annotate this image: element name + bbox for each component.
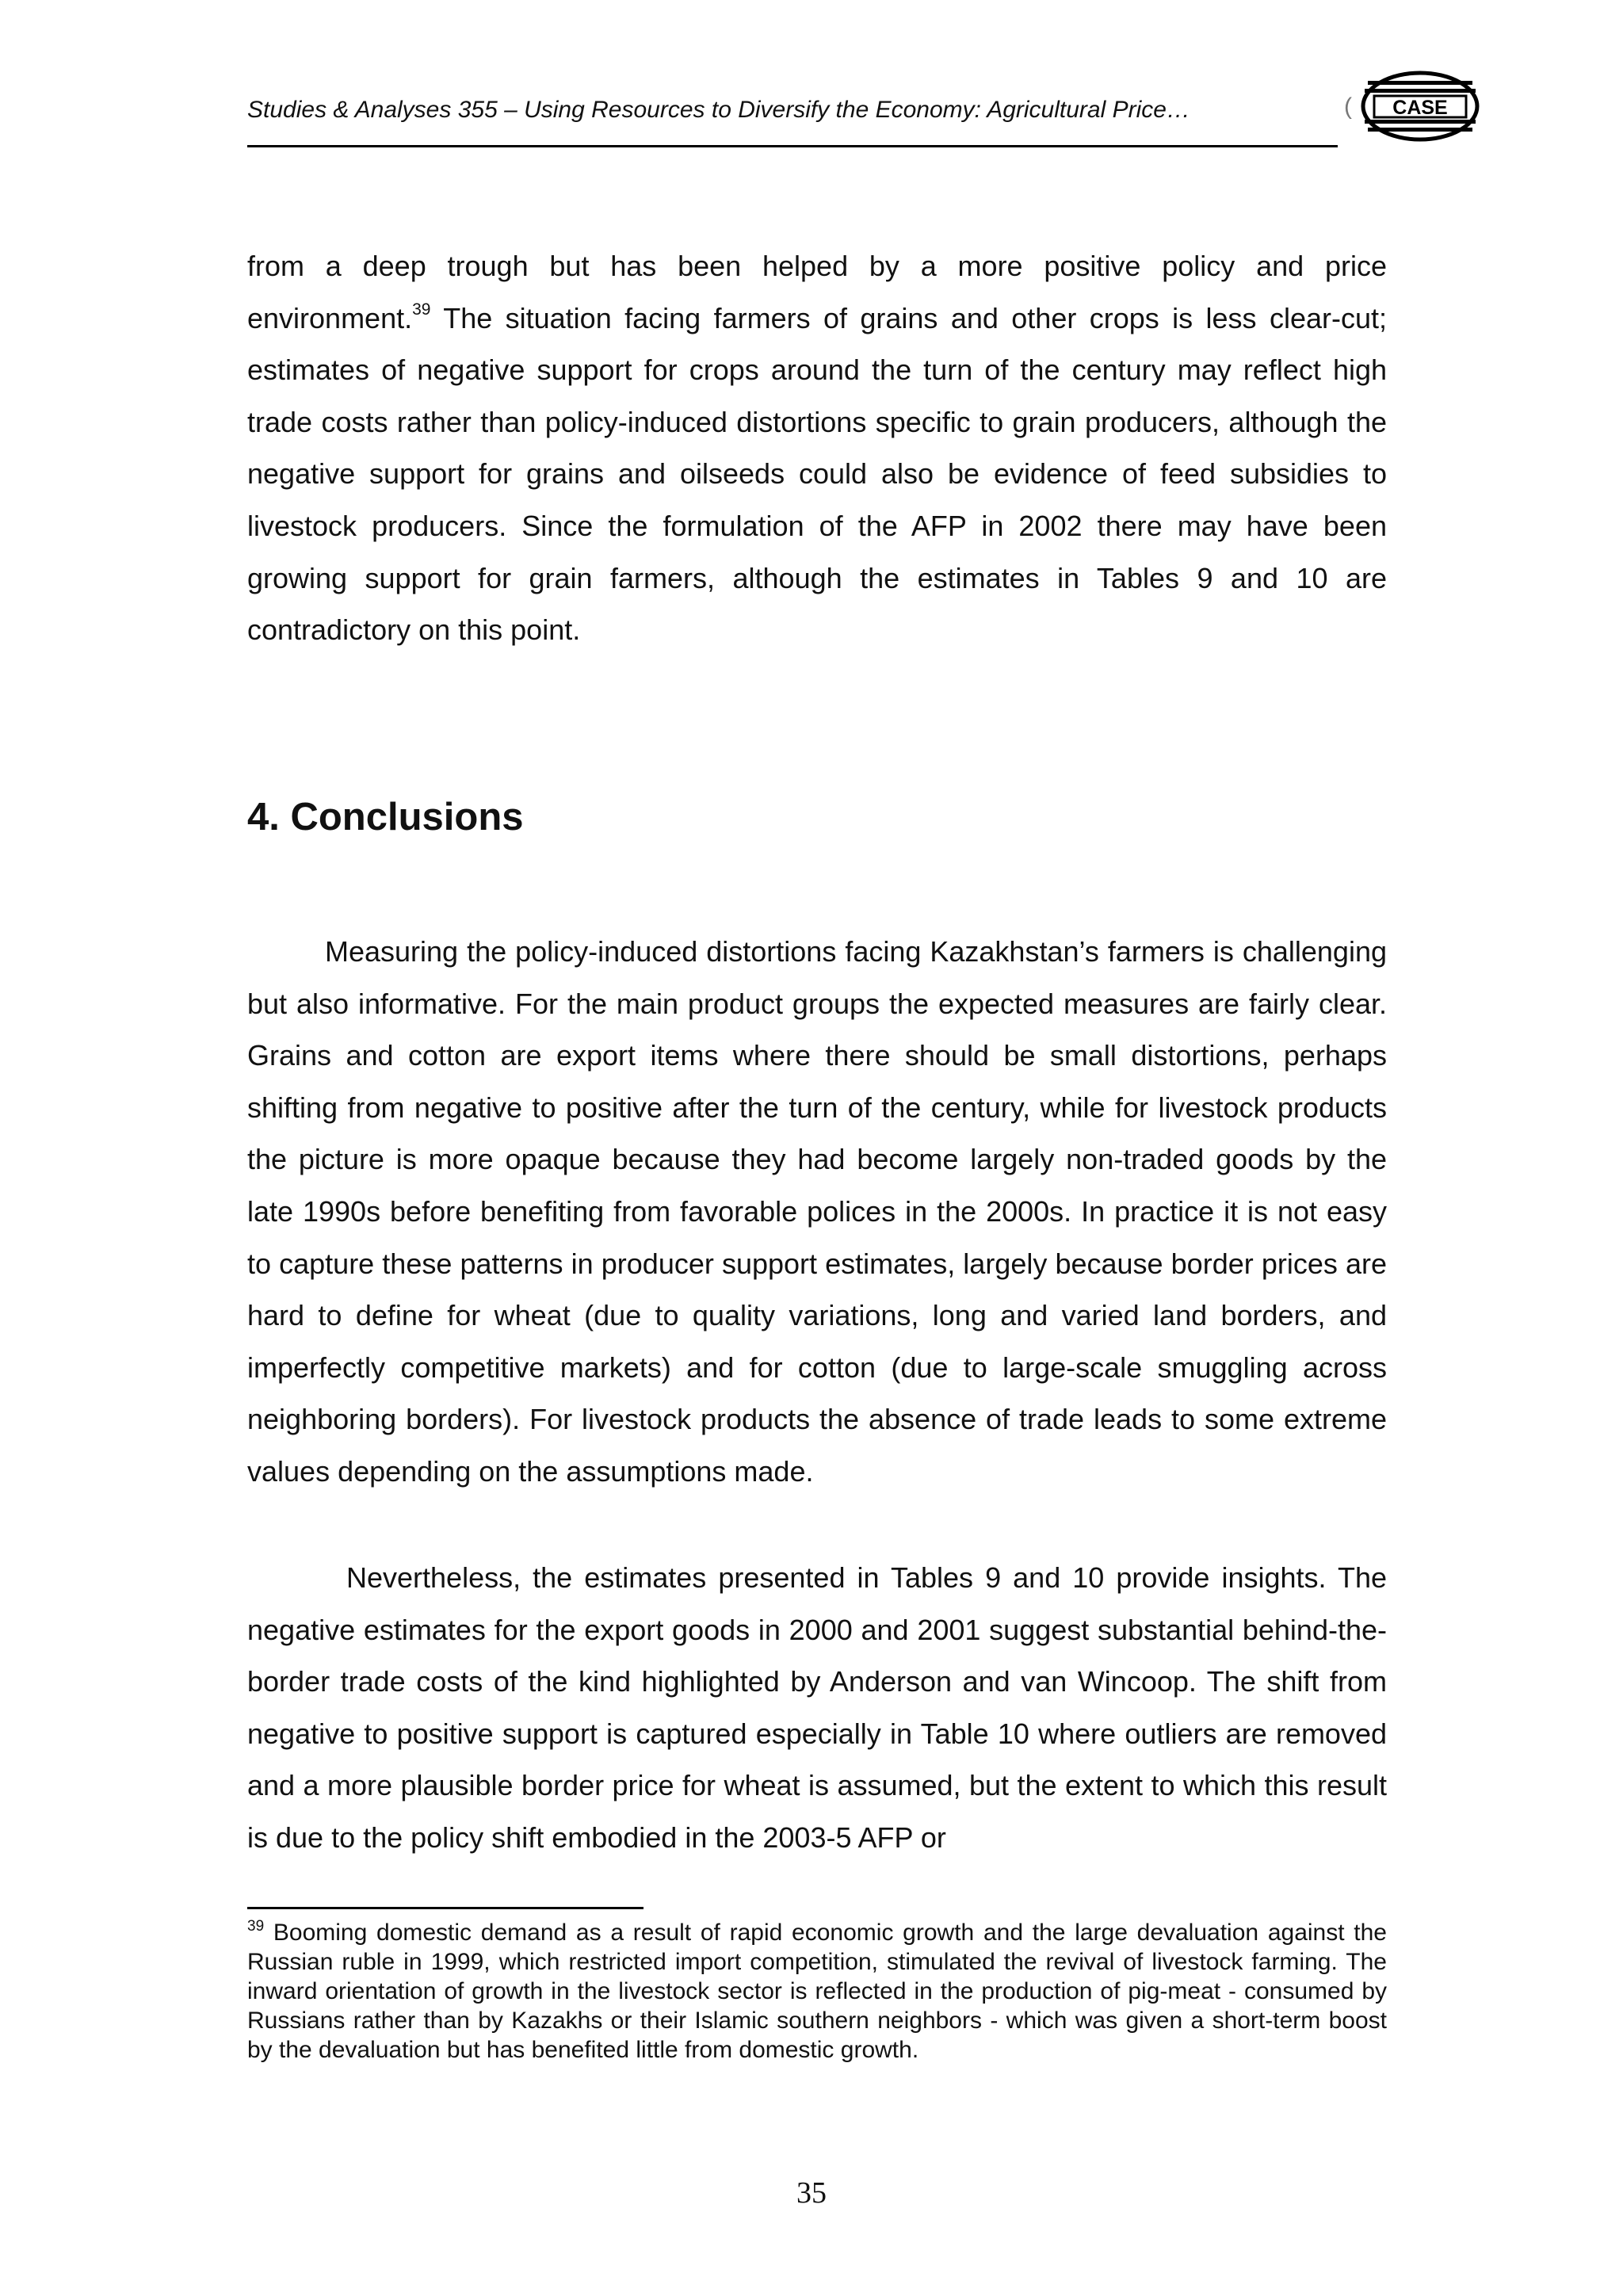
body-paragraph-1: [247, 240, 1387, 656]
body-paragraph-3: Nevertheless, the estimates presented in Tables 9 and 10 provide insights. The negative estimates for the export goods in 2000 and 2001 suggest substantial behind-the-border trade costs of the kind highlighted by Anderson and van Wincoop. The shift from negative to positive support is captured especially in Table 10 where outliers are removed and a more plausible border price for wheat is assumed, but the extent to which this result is due to the policy shift embodied in the 2003-5 AFP or: [247, 1561, 1387, 1854]
body-paragraph-1-rest: The situation facing farmers of grains and other crops is less clear-cut; estimates of negative support for crops around the turn of the century may reflect high trade costs rather than policy-induced distortions specific to grain producers, although the negative support for grains and oilseeds could also be evidence of feed subsidies to livestock producers. Since the formulation of the AFP in 2002 there may have been growing support for grain farmers, although the estimates in Tables 9 and 10 are contradictory on this point.: [247, 301, 1387, 647]
footnote-rule: [247, 1907, 643, 1909]
footnote-reference-39[interactable]: 39: [412, 300, 431, 319]
footnote-39: [247, 1918, 1387, 2065]
case-logo: [1360, 70, 1480, 143]
footnote-text: Booming domestic demand as a result of rapid economic growth and the large devaluation against the Russian ruble in 1999, which restricted import competition, stimulated the revival of livestock farming. The inward orientation of growth in the livestock sector is reflected in the production of pig-meat - consumed by Russians rather than by Kazakhs or their Islamic southern neighbors - which was given a short-term boost by the devaluation but has benefited little from domestic growth.: [247, 1920, 1387, 2063]
running-header-title: Studies & Analyses 355 – Using Resources to Diversify the Economy: Agricultural Price…: [247, 97, 1190, 123]
page-number: 35: [796, 2176, 827, 2210]
body-paragraph-1-lead: from a deep trough but has been helped by a more positive policy and price environment.: [247, 250, 1387, 334]
header-rule: [247, 145, 1338, 147]
footnote-number: 39: [247, 1918, 265, 1935]
case-logo-text: CASE: [1392, 97, 1448, 119]
body-paragraph-2: Measuring the policy-induced distortions facing Kazakhstan’s farmers is challenging but also informative. For the main product groups the expected measures are fairly clear. Grains and cotton are export items where there should be small distortions, perhaps shifting from negative to positive after the turn of the century, while for livestock products the picture is more opaque because they had become largely non-traded goods by the late 1990s before benefiting from favorable polices in the 2000s. In practice it is not easy to capture these patterns in producer support estimates, largely because border prices are hard to define for wheat (due to quality variations, long and varied land borders, and imperfectly competitive markets) and for cotton (due to large-scale smuggling across neighboring borders). For livestock products the absence of trade leads to some extreme values depending on the assumptions made.: [247, 935, 1387, 1488]
section-heading-conclusions: 4. Conclusions: [247, 796, 524, 839]
running-header-mark: (: [1344, 94, 1352, 120]
